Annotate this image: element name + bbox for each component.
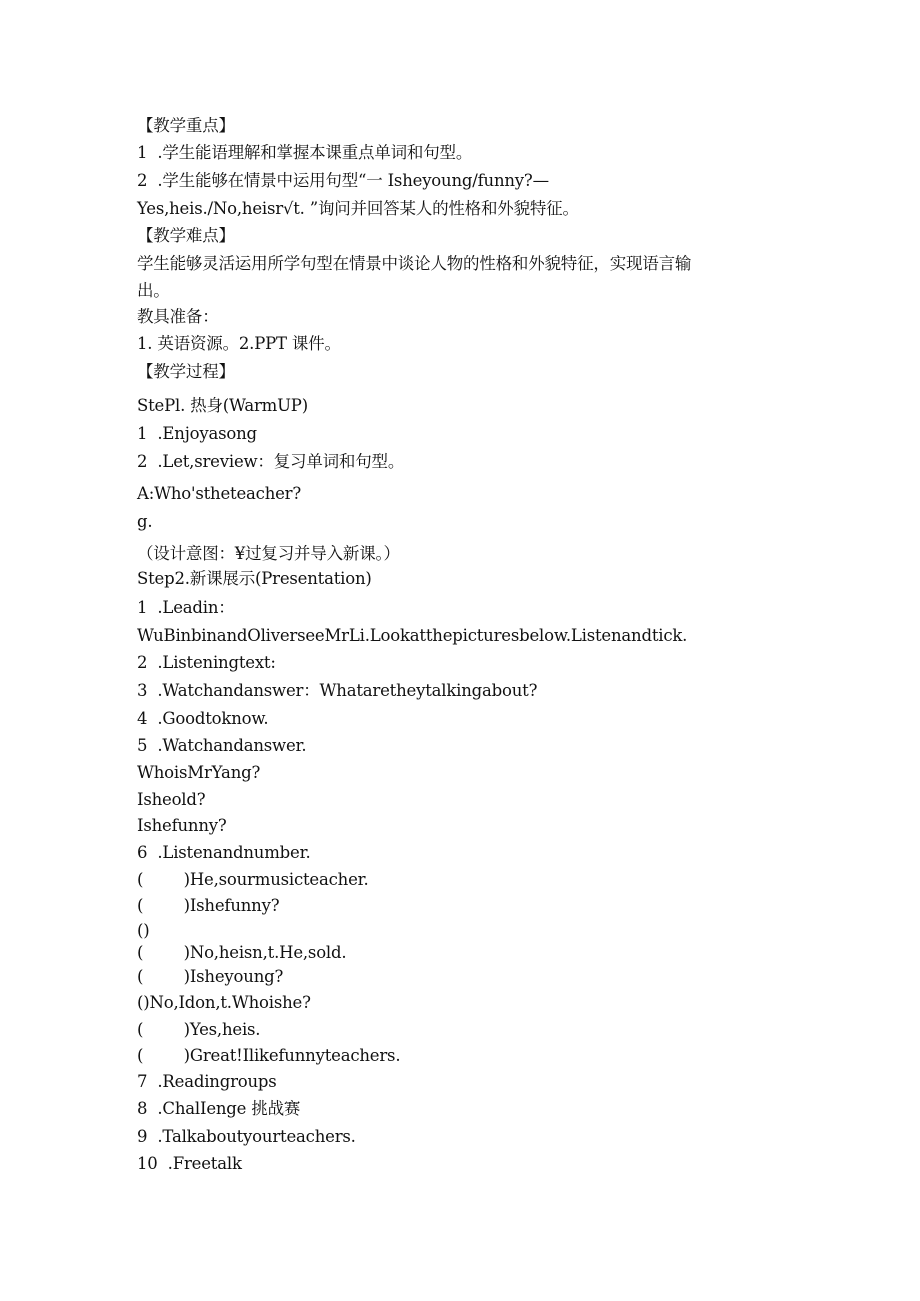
text-line: 10 .Freetalk [137,1154,242,1173]
text-line: 3 .Watchandanswer：Whataretheytalkingabout? [137,681,538,700]
text-line: ( )No,heisn,t.He,sold. [137,943,347,962]
text-line: Isheold? [137,790,206,809]
text-line: 出。 [137,281,170,300]
text-line: 2 .学生能够在情景中运用句型“一 Isheyoung/funny?— [137,171,549,190]
text-line: StePl. 热身(WarmUP) [137,396,308,415]
text-line: 1 .学生能语理解和掌握本课重点单词和句型。 [137,143,473,162]
text-line: 1. 英语资源。2.PPT 课件。 [137,334,341,353]
text-line: 教具准备： [137,307,219,326]
text-line: 7 .Readingroups [137,1072,277,1091]
text-line: 2 .Listeningtext: [137,653,276,672]
text-line: 1 .Leadin： [137,598,235,617]
text-line: A:Who'stheteacher? [137,484,302,503]
text-line: ( )Great!Ilikefunnyteachers. [137,1046,401,1065]
text-line: ( )Yes,heis. [137,1020,261,1039]
text-line: WuBinbinandOliverseeMrLi.Lookatthepicturesbelow.Listenandtick. [137,626,688,645]
text-line: 8 .ChalIenge 挑战赛 [137,1099,301,1118]
text-line: Yes,heis./No,heisr√t. ”询问并回答某人的性格和外貌特征。 [137,199,579,218]
heading-teaching-process: 【教学过程】 [137,362,235,381]
text-line: ( )Isheyoung? [137,967,284,986]
text-line: 1 .Enjoyasong [137,424,257,443]
text-line: WhoisMrYang? [137,763,261,782]
text-line: () [137,921,150,940]
text-line: （设计意图：¥过复习并导入新课。） [137,544,400,563]
text-line: 6 .Listenandnumber. [137,843,311,862]
text-line: Step2.新课展示(Presentation) [137,569,372,588]
heading-teaching-focus: 【教学重点】 [137,116,235,135]
heading-teaching-difficulty: 【教学难点】 [137,226,235,245]
text-line: ()No,Idon,t.Whoishe? [137,993,311,1012]
text-line: 学生能够灵活运用所学句型在情景中谈论人物的性格和外貌特征，实现语言输 [137,254,692,273]
text-line: 2 .Let,sreview：复习单词和句型。 [137,452,405,471]
text-line: ( )Ishefunny? [137,896,280,915]
text-line: 5 .Watchandanswer. [137,736,307,755]
text-line: 4 .Goodtoknow. [137,709,269,728]
text-line: 9 .Talkaboutyourteachers. [137,1127,356,1146]
text-line: ( )He,sourmusicteacher. [137,870,369,889]
text-line: g. [137,512,153,531]
text-line: Ishefunny? [137,816,227,835]
